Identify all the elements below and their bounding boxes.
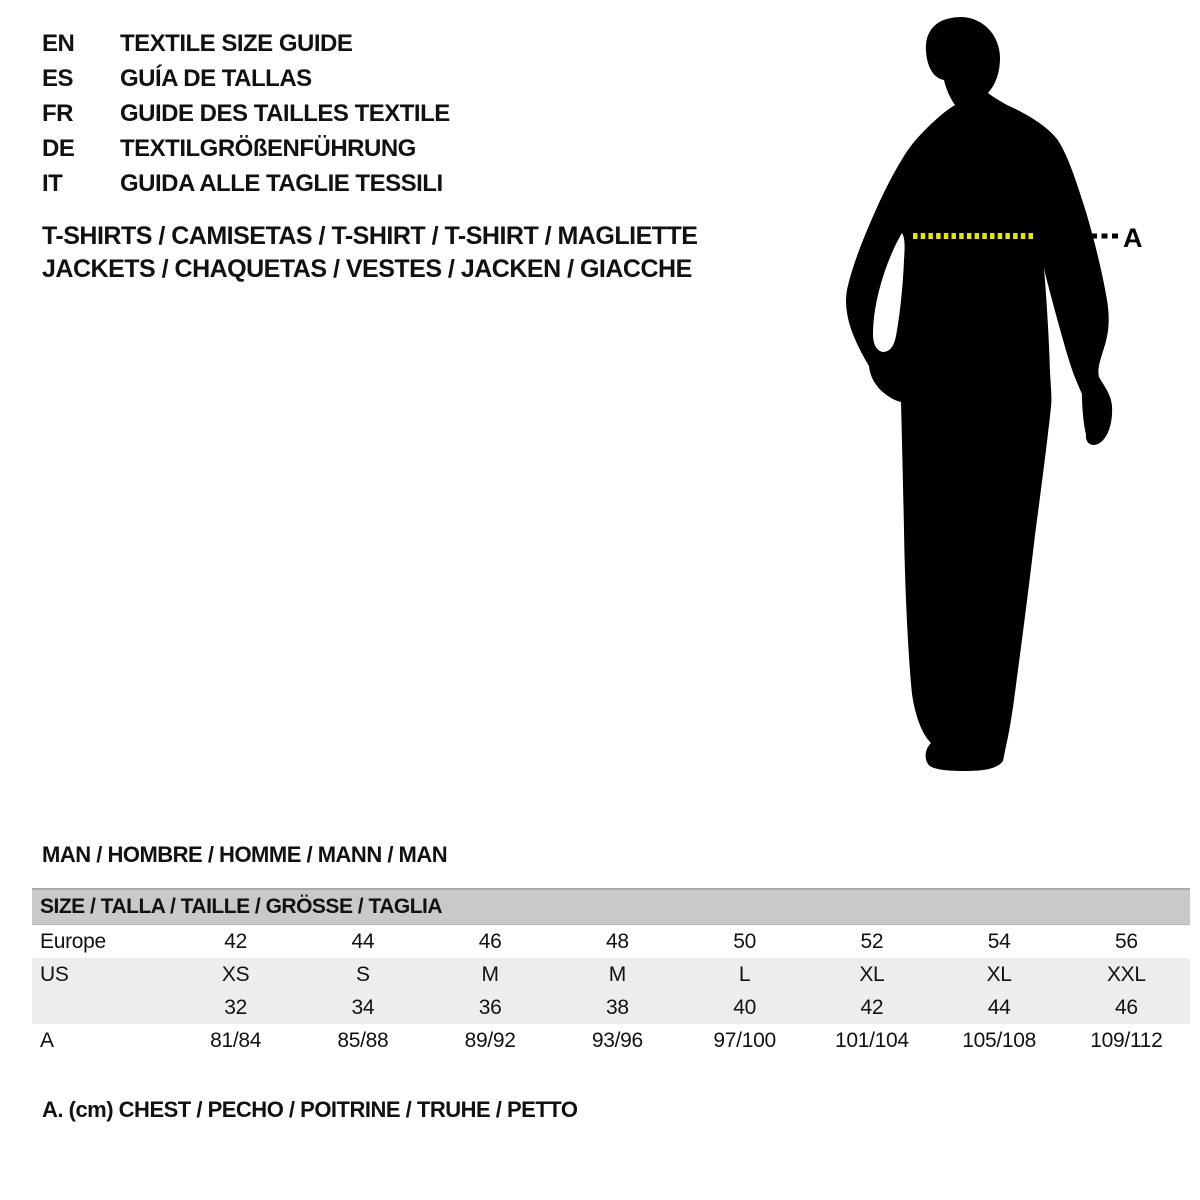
language-row-es [42, 61, 450, 96]
size-cell: XXL [1063, 958, 1190, 991]
size-cell: M [427, 958, 554, 991]
size-cell: 97/100 [713, 1028, 776, 1052]
table-row-us [32, 958, 1190, 991]
size-cell: 101/104 [834, 1028, 909, 1052]
size-cell: XS [172, 958, 299, 991]
man-silhouette [846, 17, 1112, 771]
size-cell: 42 [808, 991, 935, 1024]
garment-categories [42, 220, 697, 286]
size-cell: 56 [1114, 929, 1138, 953]
language-code: ES [42, 65, 74, 92]
size-cell: M [554, 958, 681, 991]
measurement-footnote: A. (cm) CHEST / PECHO / POITRINE / TRUHE / PETTO [42, 1097, 578, 1122]
size-cell: 38 [554, 991, 681, 1024]
size-cell: 46 [1063, 991, 1190, 1024]
man-figure [820, 0, 1200, 800]
size-cell: S [299, 958, 426, 991]
language-row-it [42, 166, 450, 201]
table-row-europe [32, 925, 1190, 959]
size-cell: XL [808, 958, 935, 991]
table-row-chest [32, 1024, 1190, 1057]
language-label: GUIDA ALLE TAGLIE TESSILI [120, 170, 443, 197]
language-code: DE [42, 135, 75, 162]
language-list [42, 26, 450, 201]
language-row-de [42, 131, 450, 166]
language-label: TEXTILGRÖßENFÜHRUNG [120, 135, 416, 162]
language-code: IT [42, 170, 63, 197]
size-cell: 109/112 [1090, 1028, 1163, 1052]
size-cell: 46 [478, 929, 502, 953]
size-cell: 44 [351, 929, 375, 953]
size-cell: 36 [427, 991, 554, 1024]
language-label: GUIDE DES TAILLES TEXTILE [120, 100, 450, 127]
row-label: A [40, 1028, 54, 1052]
category-line-jackets: JACKETS / CHAQUETAS / VESTES / JACKEN / GIACCHE [42, 255, 692, 283]
size-cell: 81/84 [210, 1028, 262, 1052]
size-table [32, 888, 1190, 1057]
table-header-row [32, 889, 1190, 925]
row-label [32, 991, 172, 1024]
language-code: FR [42, 100, 73, 127]
size-cell: 50 [733, 929, 756, 953]
row-label: Europe [40, 929, 106, 953]
size-cell: 105/108 [962, 1028, 1037, 1052]
size-cell: 52 [860, 929, 884, 953]
language-row-fr [42, 96, 450, 131]
language-code: EN [42, 30, 75, 57]
size-cell: 42 [224, 929, 247, 953]
size-cell: 54 [987, 929, 1011, 953]
size-cell: XL [936, 958, 1063, 991]
size-cell: 85/88 [337, 1028, 389, 1052]
category-line-tshirts: T-SHIRTS / CAMISETAS / T-SHIRT / T-SHIRT / MAGLIETTE [42, 222, 698, 250]
size-cell: 40 [681, 991, 808, 1024]
size-cell: 93/96 [591, 1028, 643, 1052]
size-cell: 89/92 [464, 1028, 516, 1052]
size-cell: 48 [605, 929, 629, 953]
table-row-numeric [32, 991, 1190, 1024]
language-label: GUÍA DE TALLAS [120, 65, 312, 92]
language-row-en [42, 26, 450, 61]
man-silhouette-svg [820, 0, 1200, 800]
table-header: SIZE / TALLA / TAILLE / GRÖSSE / TAGLIA [32, 889, 1190, 925]
size-cell: L [681, 958, 808, 991]
size-cell: 32 [172, 991, 299, 1024]
row-label: US [32, 958, 172, 991]
measure-label-a: A [1123, 223, 1143, 253]
section-title-man: MAN / HOMBRE / HOMME / MANN / MAN [42, 842, 448, 867]
size-cell: 34 [299, 991, 426, 1024]
language-label: TEXTILE SIZE GUIDE [120, 30, 353, 57]
size-cell: 44 [936, 991, 1063, 1024]
